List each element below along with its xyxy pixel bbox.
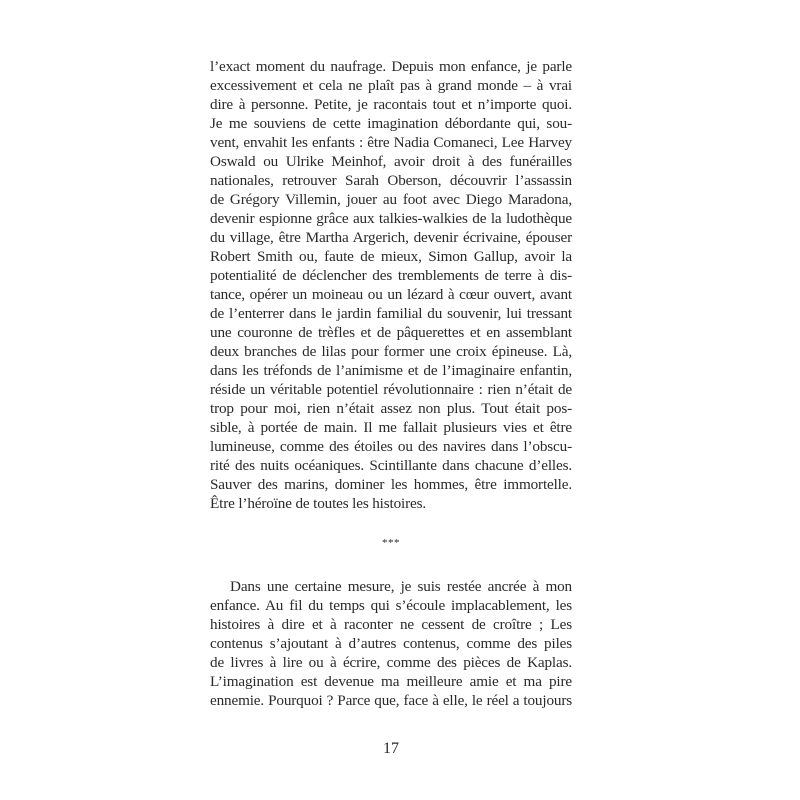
text-line: Je me souviens de cette imagination débordante qui, sou- [210,115,572,132]
text-line: l’exact moment du naufrage. Depuis mon enfance, je parle [210,58,572,75]
text-line: contenus s’ajoutant à d’autres contenus, comme des piles [210,635,572,652]
text-line: sible, à portée de main. Il me fallait plusieurs vies et être [210,419,572,436]
text-line: dire à personne. Petite, je racontais tout et n’importe quoi. [210,96,572,113]
text-line: devenir espionne grâce aux talkies-walkies de la ludothèque [210,210,572,227]
text-line: excessivement et cela ne plaît pas à grand monde – à vrai [210,77,572,94]
paragraph-2 [210,577,572,710]
text-line: Oswald ou Ulrike Meinhof, avoir droit à des funérailles [210,153,572,170]
paragraph-1 [210,57,572,513]
text-line: nationales, retrouver Sarah Oberson, découvrir l’assassin [210,172,572,189]
text-line: enfance. Au fil du temps qui s’écoule implacablement, les [210,597,572,614]
text-line: de l’enterrer dans le jardin familial du souvenir, lui tressant [210,305,572,322]
text-line: Sauver des marins, dominer les hommes, être immortelle. [210,476,572,493]
text-line: lumineuse, comme des étoiles ou des navires dans l’obscu- [210,438,572,455]
text-line: rité des nuits océaniques. Scintillante dans chacune d’elles. [210,457,572,474]
text-line: histoires à dire et à raconter ne cessent de croître ; Les [210,616,572,633]
text-line: tance, opérer un moineau ou un lézard à cœur ouvert, avant [210,286,572,303]
text-line: Dans une certaine mesure, je suis restée ancrée à mon [230,578,572,595]
text-line: du village, être Martha Argerich, devenir écrivaine, épouser [210,229,572,246]
text-line: vent, envahit les enfants : être Nadia Comaneci, Lee Harvey [210,134,572,151]
section-separator: *** [382,537,400,549]
text-line: réside un véritable potentiel révolutionnaire : rien n’était de [210,381,572,398]
text-line: Être l’héroïne de toutes les histoires. [210,495,426,512]
page-number: 17 [383,740,399,757]
text-line: potentialité de déclencher des tremblements de terre à dis- [210,267,572,284]
text-line: ennemie. Pourquoi ? Parce que, face à elle, le réel a toujours [210,692,572,709]
text-line: Robert Smith ou, faute de mieux, Simon Gallup, avoir la [210,248,572,265]
text-line: L’imagination est devenue ma meilleure amie et ma pire [210,673,572,690]
text-line: une couronne de trèfles et de pâquerettes et en assemblant [210,324,572,341]
text-line: trop pour moi, rien n’était assez non plus. Tout était pos- [210,400,572,417]
text-line: dans les tréfonds de l’animisme et de l’imaginaire enfantin, [210,362,572,379]
text-line: deux branches de lilas pour former une croix épineuse. Là, [210,343,572,360]
text-line: de Grégory Villemin, jouer au foot avec Diego Maradona, [210,191,572,208]
text-line: de livres à lire ou à écrire, comme des pièces de Kaplas. [210,654,572,671]
